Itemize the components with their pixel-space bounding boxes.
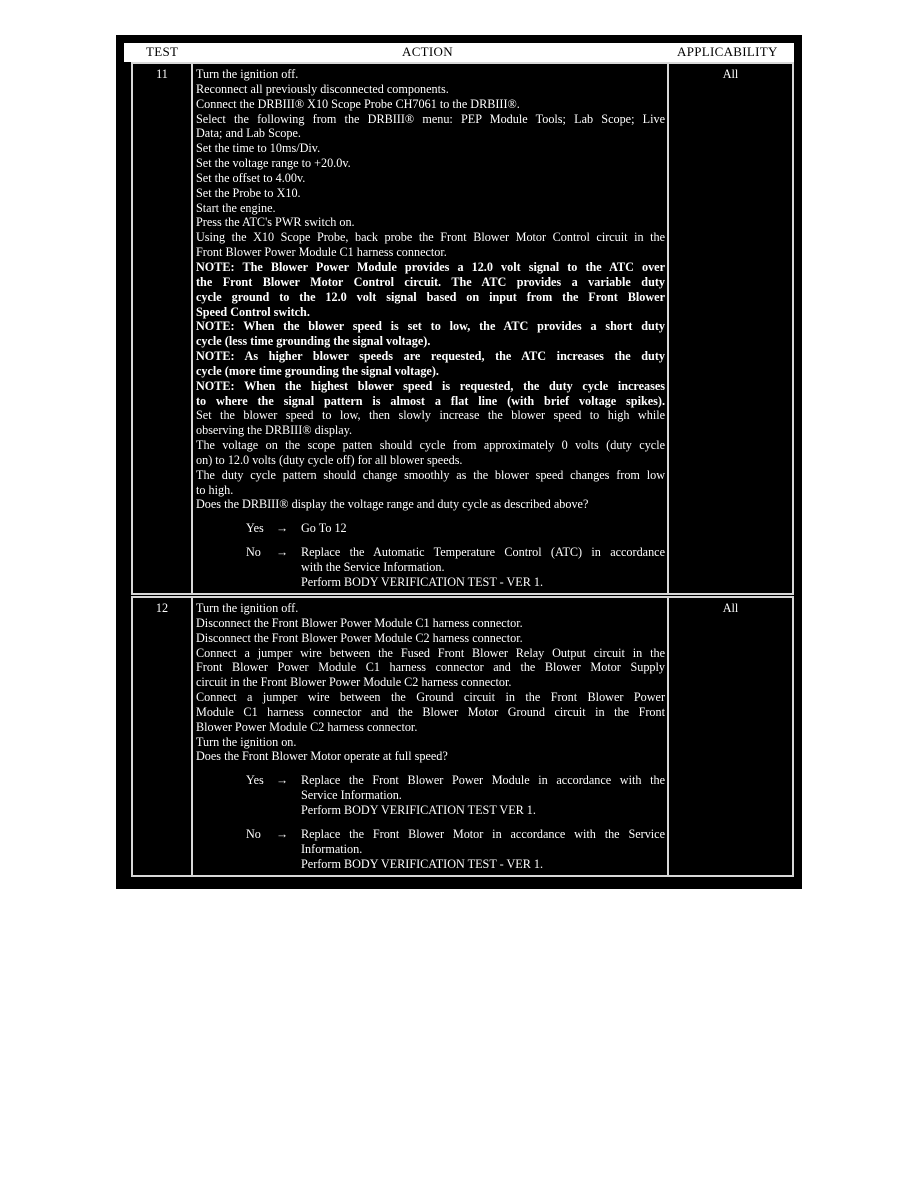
diagnostic-table <box>116 35 802 889</box>
applicability-value: All <box>722 601 739 615</box>
no-outcome <box>196 827 665 872</box>
applicability-cell <box>667 64 792 593</box>
outcome-key: No <box>246 545 261 560</box>
arrow-icon: → <box>276 521 289 536</box>
action-line: NOTE: The Blower Power Module provides a 12.0 volt signal to the ATC over <box>196 259 665 274</box>
outcome-text: with the Service Information. <box>301 560 445 574</box>
action-line: NOTE: When the highest blower speed is requested, the duty cycle increases <box>196 378 665 393</box>
action-line: The voltage on the scope patten should cycle from approximately 0 volts (duty cycle <box>196 438 665 453</box>
action-cell <box>193 598 667 875</box>
header-action: ACTION <box>402 44 453 59</box>
action-line: The duty cycle pattern should change smoothly as the blower speed changes from low <box>196 467 665 482</box>
action-line: to where the signal pattern is almost a flat line (with brief voltage spikes). <box>196 393 665 408</box>
action-line: Does the Front Blower Motor operate at full speed? <box>196 749 448 764</box>
applicability-value: All <box>722 67 739 81</box>
test-number: 12 <box>155 601 169 615</box>
action-line: Reconnect all previously disconnected components. <box>196 81 449 96</box>
action-line: Module C1 harness connector and the Blower Motor Ground circuit in the Front <box>196 704 665 719</box>
test-cell <box>133 598 193 875</box>
outcome-text: Replace the Front Blower Motor in accordance with the Service <box>301 826 665 841</box>
action-line: Start the engine. <box>196 200 276 215</box>
action-line: cycle (less time grounding the signal voltage). <box>196 334 431 349</box>
action-line: Blower Power Module C2 harness connector. <box>196 719 418 734</box>
action-line: Turn the ignition off. <box>196 601 299 615</box>
action-line: Turn the ignition off. <box>196 67 299 81</box>
action-line: Does the DRBIII® display the voltage range and duty cycle as described above? <box>196 497 589 512</box>
outcome-key: Yes <box>246 773 264 788</box>
test-row <box>131 596 794 877</box>
outcome-key: Yes <box>246 521 264 536</box>
action-line: to high. <box>196 482 234 497</box>
action-line: on) to 12.0 volts (duty cycle off) for all blower speeds. <box>196 452 463 467</box>
action-line: Press the ATC's PWR switch on. <box>196 215 355 230</box>
action-line: the Front Blower Motor Control circuit. The ATC provides a variable duty <box>196 274 665 289</box>
test-cell <box>133 64 193 593</box>
action-line: Set the Probe to X10. <box>196 185 301 200</box>
outcome-text: Perform BODY VERIFICATION TEST - VER 1. <box>301 574 544 589</box>
action-line: Front Blower Power Module C1 harness connector. <box>196 245 447 260</box>
outcome-text: Perform BODY VERIFICATION TEST VER 1. <box>301 802 536 817</box>
test-row <box>131 62 794 595</box>
action-line: Disconnect the Front Blower Power Module C1 harness connector. <box>196 615 523 630</box>
arrow-icon: → <box>276 826 289 841</box>
action-line: Connect the DRBIII® X10 Scope Probe CH7061 to the DRBIII®. <box>196 96 520 111</box>
outcome-text: Information. <box>301 841 363 856</box>
action-line: cycle (more time grounding the signal voltage). <box>196 363 439 378</box>
action-line: Connect a jumper wire between the Ground circuit in the Front Blower Power <box>196 690 665 705</box>
action-line: NOTE: When the blower speed is set to low, the ATC provides a short duty <box>196 319 665 334</box>
outcome-text: Replace the Front Blower Power Module in accordance with the <box>301 773 665 788</box>
outcome-text: Service Information. <box>301 788 402 803</box>
header-applicability: APPLICABILITY <box>677 44 778 59</box>
action-line: Set the time to 10ms/Div. <box>196 141 321 156</box>
yes-outcome <box>196 521 665 536</box>
header-test: TEST <box>146 44 179 59</box>
yes-outcome <box>196 773 665 818</box>
no-outcome <box>196 545 665 590</box>
action-line: Set the voltage range to +20.0v. <box>196 156 351 171</box>
outcome-text: Perform BODY VERIFICATION TEST - VER 1. <box>301 856 544 871</box>
action-line: NOTE: As higher blower speeds are requested, the ATC increases the duty <box>196 349 665 364</box>
arrow-icon: → <box>276 773 289 788</box>
table-header <box>116 35 802 62</box>
action-cell <box>193 64 667 593</box>
action-line: Data; and Lab Scope. <box>196 126 301 141</box>
action-line: Select the following from the DRBIII® menu: PEP Module Tools; Lab Scope; Live <box>196 111 665 126</box>
action-line: Set the offset to 4.00v. <box>196 170 306 185</box>
outcome-key: No <box>246 826 261 841</box>
action-line: Front Blower Power Module C1 harness connector and the Blower Motor Supply <box>196 660 665 675</box>
outcome-text: Go To 12 <box>301 521 347 536</box>
action-line: Disconnect the Front Blower Power Module C2 harness connector. <box>196 630 523 645</box>
test-number: 11 <box>156 67 168 81</box>
action-line: cycle ground to the 12.0 volt signal based on input from the Front Blower <box>196 289 665 304</box>
action-line: Using the X10 Scope Probe, back probe the Front Blower Motor Control circuit in the <box>196 230 665 245</box>
arrow-icon: → <box>276 545 289 560</box>
action-line: Set the blower speed to low, then slowly increase the blower speed to high while <box>196 408 665 423</box>
action-line: Speed Control switch. <box>196 304 310 319</box>
action-line: Turn the ignition on. <box>196 734 297 749</box>
action-line: circuit in the Front Blower Power Module C2 harness connector. <box>196 675 512 690</box>
applicability-cell <box>667 598 792 875</box>
action-line: Connect a jumper wire between the Fused Front Blower Relay Output circuit in the <box>196 645 665 660</box>
action-line: observing the DRBIII® display. <box>196 423 353 438</box>
outcome-text: Replace the Automatic Temperature Control (ATC) in accordance <box>301 545 665 560</box>
